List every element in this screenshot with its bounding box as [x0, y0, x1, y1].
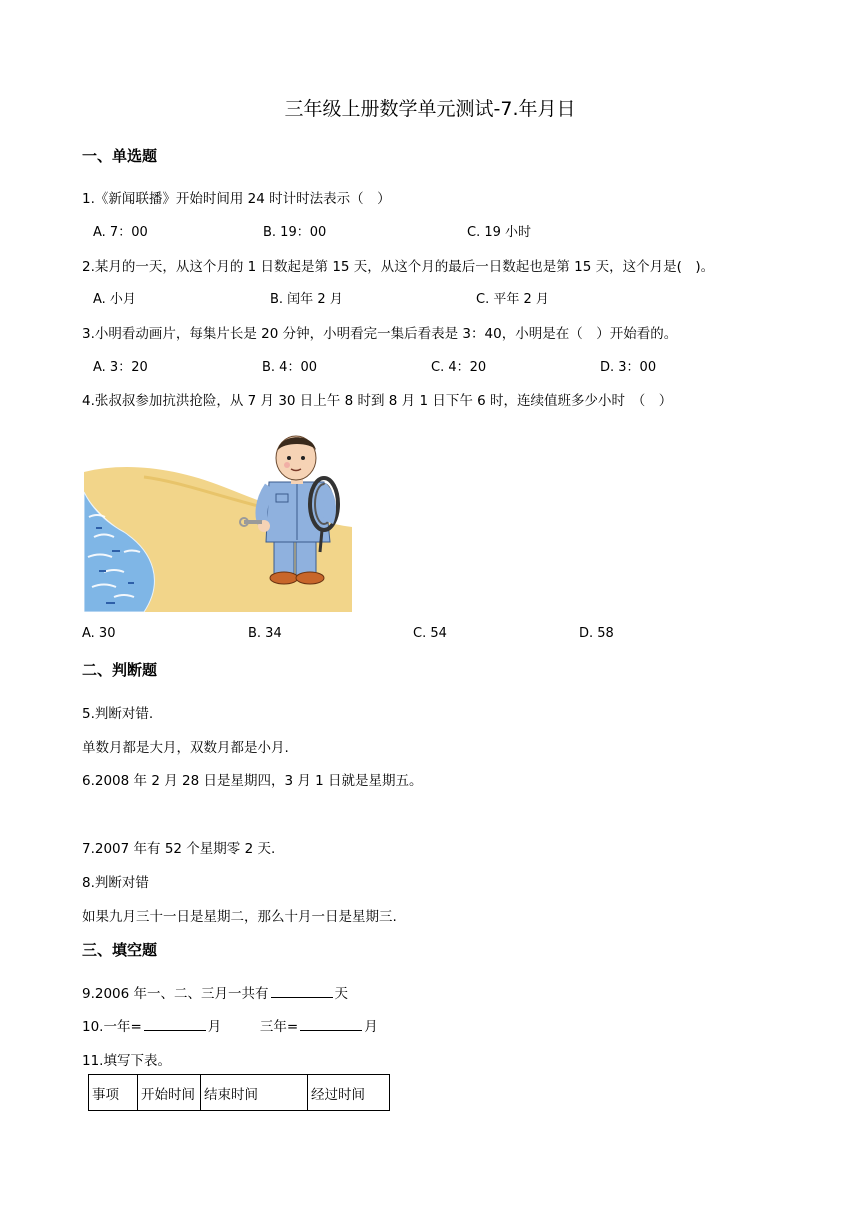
question-6: 6.2008 年 2 月 28 日是星期四，3 月 1 日就是星期五。 [82, 773, 423, 789]
question-11: 11.填写下表。 [82, 1053, 171, 1069]
question-5: 5.判断对错. [82, 706, 154, 722]
flood-worker-illustration [84, 432, 352, 612]
q1-option-a: A. 7：00 [93, 225, 148, 240]
table-header-cell: 开始时间 [138, 1075, 201, 1111]
page-title: 三年级上册数学单元测试-7.年月日 [284, 98, 576, 120]
question-10-text-a: 10.一年= [82, 1019, 142, 1035]
q3-option-b: B. 4：00 [262, 360, 317, 375]
section-heading-fill-blank: 三、填空题 [82, 941, 158, 959]
question-10-unit-b: 月 [364, 1019, 378, 1035]
q3-option-a: A. 3：20 [93, 360, 148, 375]
section-heading-true-false: 二、判断题 [82, 661, 158, 679]
question-8: 8.判断对错 [82, 875, 149, 891]
question-10 [82, 1015, 378, 1035]
question-5-statement: 单数月都是大月，双数月都是小月. [82, 740, 289, 756]
answer-blank[interactable] [144, 1016, 206, 1031]
section-heading-single-choice: 一、单选题 [82, 147, 158, 165]
q3-option-d: D. 3：00 [600, 360, 657, 375]
question-9-text: 9.2006 年一、二、三月一共有 [82, 986, 269, 1002]
table-row [89, 1075, 390, 1111]
question-7: 7.2007 年有 52 个星期零 2 天. [82, 841, 276, 857]
q4-option-c: C. 54 [413, 626, 447, 641]
q2-option-a: A. 小月 [93, 292, 136, 307]
table-header-cell: 经过时间 [308, 1075, 390, 1111]
q4-option-b: B. 34 [248, 626, 282, 641]
q2-option-c: C. 平年 2 月 [476, 292, 549, 307]
answer-blank[interactable] [300, 1016, 362, 1031]
q1-option-c: C. 19 小时 [467, 225, 532, 240]
question-10-unit-a: 月 [207, 1019, 222, 1035]
question-1: 1.《新闻联播》开始时间用 24 时计时法表示（ ） [82, 191, 391, 207]
q3-option-c: C. 4：20 [431, 360, 487, 375]
question-9-unit: 天 [334, 986, 349, 1002]
q4-option-a: A. 30 [82, 626, 116, 641]
answer-blank[interactable] [271, 983, 333, 998]
question-10-text-b: 三年= [259, 1019, 299, 1035]
schedule-table [88, 1074, 390, 1111]
table-header-cell: 结束时间 [201, 1075, 308, 1111]
q2-option-b: B. 闰年 2 月 [270, 292, 343, 307]
question-4: 4.张叔叔参加抗洪抢险，从 7 月 30 日上午 8 时到 8 月 1 日下午 6 时，连续值班多少小时 （ ） [82, 393, 673, 409]
question-3: 3.小明看动画片，每集片长是 20 分钟，小明看完一集后看表是 3：40，小明是在（ ）开始看的。 [82, 326, 678, 342]
question-9 [82, 982, 348, 1002]
q4-option-d: D. 58 [579, 626, 614, 641]
question-8-statement: 如果九月三十一日是星期二，那么十月一日是星期三. [82, 909, 397, 925]
question-2: 2.某月的一天，从这个月的 1 日数起是第 15 天，从这个月的最后一日数起也是第 15 天，这个月是( )。 [82, 259, 715, 275]
q1-option-b: B. 19：00 [263, 225, 327, 240]
table-header-cell: 事项 [89, 1075, 138, 1111]
